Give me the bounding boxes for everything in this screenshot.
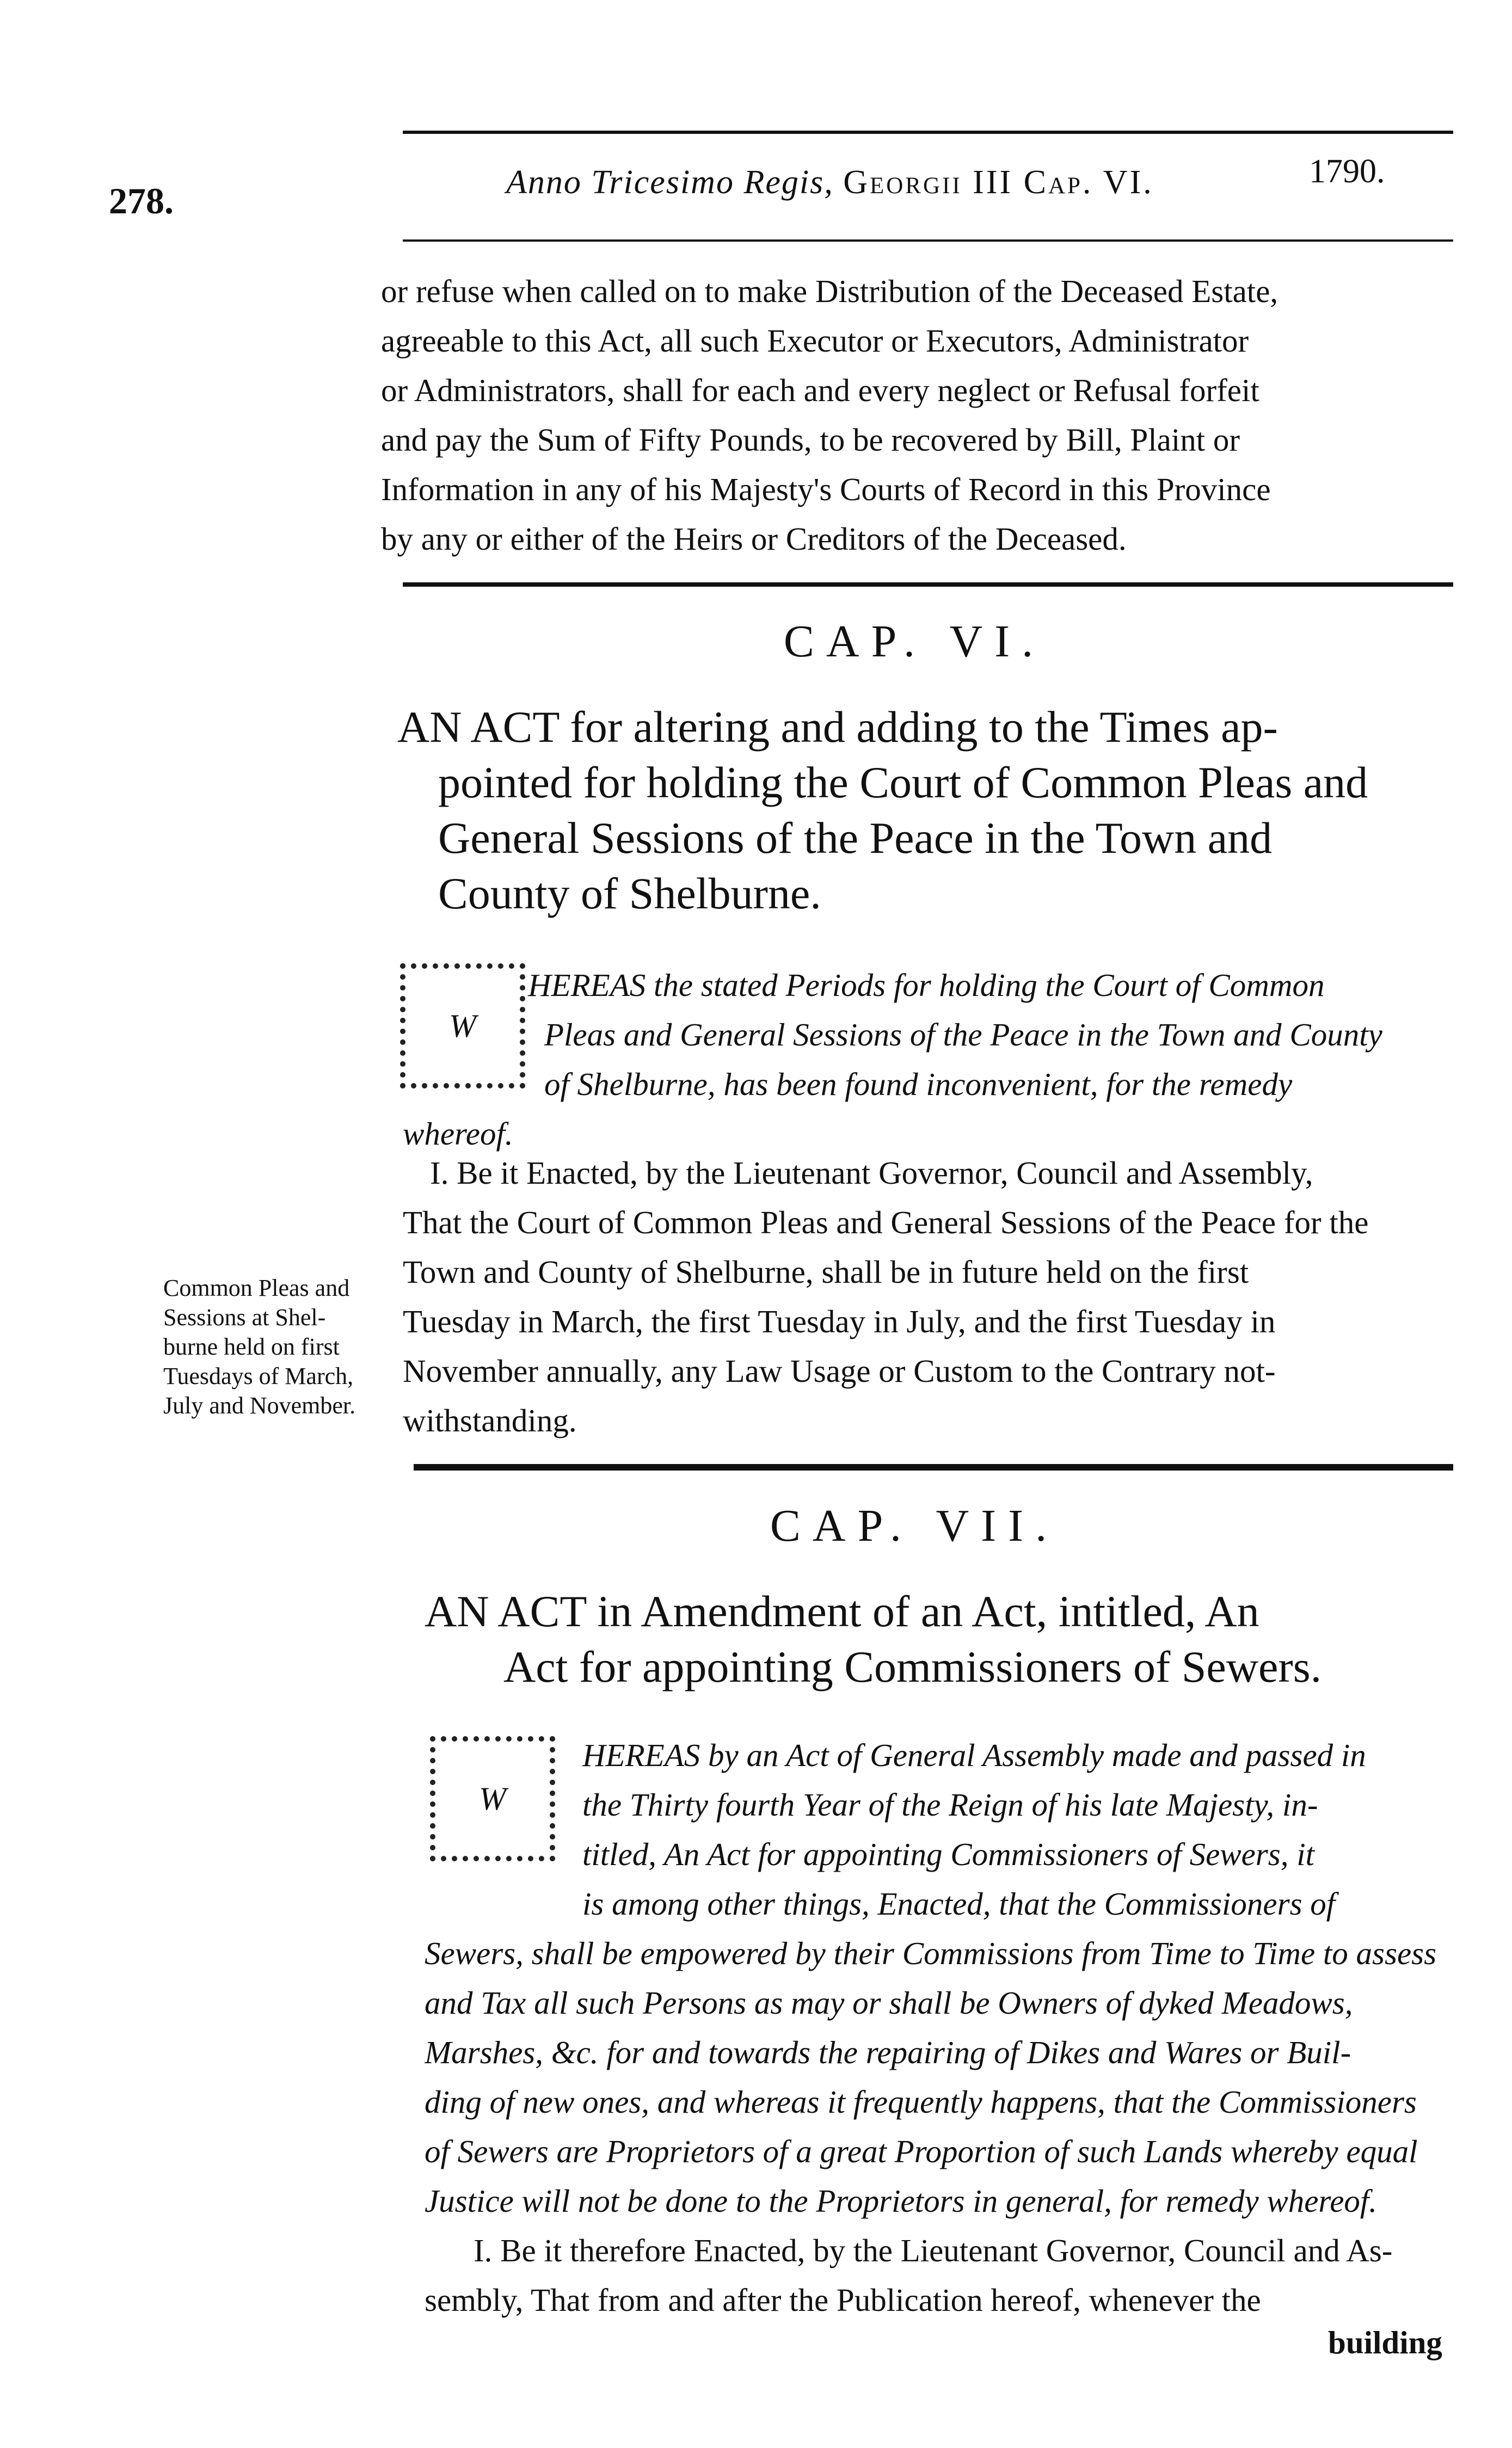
cap-6-title-line: County of Shelburne. bbox=[438, 869, 821, 918]
running-head bbox=[506, 163, 1154, 202]
page-number: 278. bbox=[109, 180, 174, 222]
cap-7-preamble-line: Justice will not be done to the Proprietors in general, for remedy whereof. bbox=[425, 2183, 1378, 2219]
running-head-regnal: Anno Tricesimo Regis, bbox=[506, 164, 834, 201]
cap-7-title-line: AN ACT in Amendment of an Act, intitled, An bbox=[425, 1586, 1259, 1636]
cap-6-margin-note bbox=[163, 1274, 392, 1420]
continuation-line: or refuse when called on to make Distribution of the Deceased Estate, bbox=[381, 273, 1279, 309]
cap-7-act-title bbox=[425, 1584, 1448, 1695]
margin-note-line: burne held on first bbox=[163, 1333, 340, 1360]
cap-7-heading: CAP. VII. bbox=[770, 1500, 1059, 1551]
cap-6-section-line: That the Court of Common Pleas and General Sessions of the Peace for the bbox=[403, 1204, 1369, 1240]
cap-7-preamble-line: Sewers, shall be empowered by their Commissions from Time to Time to assess bbox=[425, 1935, 1437, 1971]
cap-7-preamble-line: ding of new ones, and whereas it frequently happens, that the Commissioners bbox=[425, 2084, 1417, 2120]
cap-7-preamble-line: titled, An Act for appointing Commissioners of Sewers, it bbox=[582, 1836, 1315, 1872]
catchword: building bbox=[1328, 2324, 1442, 2360]
continuation-line: and pay the Sum of Fifty Pounds, to be recovered by Bill, Plaint or bbox=[381, 422, 1240, 458]
cap-7-section-line: sembly, That from and after the Publication hereof, whenever the bbox=[425, 2282, 1261, 2318]
continuation-line: Information in any of his Majesty's Courts of Record in this Province bbox=[381, 471, 1271, 507]
cap-6-act-title bbox=[397, 699, 1453, 921]
cap-6-preamble-line: whereof. bbox=[403, 1116, 513, 1152]
cap-6-preamble bbox=[403, 961, 1448, 1159]
page-year: 1790. bbox=[1309, 153, 1385, 190]
cap-6-section-line: withstanding. bbox=[403, 1403, 577, 1438]
header-bottom-rule bbox=[403, 239, 1453, 242]
cap-6-dropcap-letter: W bbox=[449, 1007, 476, 1044]
margin-note-line: Sessions at Shel- bbox=[163, 1304, 326, 1331]
cap-6-section-line: I. Be it Enacted, by the Lieutenant Governor, Council and Assembly, bbox=[430, 1155, 1313, 1191]
cap-7-preamble-line: HEREAS by an Act of General Assembly made and passed in bbox=[582, 1737, 1366, 1773]
cap-6-title-line: pointed for holding the Court of Common Pleas and bbox=[438, 758, 1368, 807]
cap-7-preamble-line: is among other things, Enacted, that the Commissioners of bbox=[582, 1886, 1336, 1922]
cap-6-section-line: November annually, any Law Usage or Custom to the Contrary not- bbox=[403, 1353, 1276, 1389]
cap-6-section-line: Town and County of Shelburne, shall be in future held on the first bbox=[403, 1254, 1249, 1290]
continuation-line: agreeable to this Act, all such Executor or Executors, Administrator bbox=[381, 323, 1249, 359]
cap-7-title-line: Act for appointing Commissioners of Sewers. bbox=[503, 1642, 1322, 1692]
cap-7-dropcap-letter: W bbox=[479, 1780, 506, 1817]
cap-7-preamble-line: Marshes, &c. for and towards the repairing of Dikes and Wares or Buil- bbox=[425, 2034, 1351, 2070]
margin-note-line: July and November. bbox=[163, 1392, 356, 1419]
cap-6-preamble-line: of Shelburne, has been found inconvenient, for the remedy bbox=[544, 1066, 1293, 1102]
continuation-line: by any or either of the Heirs or Creditors of the Deceased. bbox=[381, 521, 1127, 557]
cap-7-section-line: I. Be it therefore Enacted, by the Lieutenant Governor, Council and As- bbox=[474, 2232, 1393, 2268]
cap-6-title-line: General Sessions of the Peace in the Town and bbox=[438, 813, 1273, 863]
margin-note-line: Tuesdays of March, bbox=[163, 1363, 354, 1389]
section-divider-rule bbox=[414, 1464, 1453, 1471]
continuation-paragraph bbox=[381, 267, 1448, 564]
cap-6-heading: CAP. VI. bbox=[783, 616, 1046, 667]
section-divider-rule bbox=[403, 582, 1453, 587]
cap-7-preamble-line: the Thirty fourth Year of the Reign of his late Majesty, in- bbox=[582, 1787, 1318, 1823]
running-head-chapter: Georgii III Cap. VI. bbox=[843, 164, 1154, 201]
cap-6-title-line: AN ACT for altering and adding to the Times ap- bbox=[397, 702, 1278, 752]
cap-7-preamble-line: and Tax all such Persons as may or shall be Owners of dyked Meadows, bbox=[425, 1985, 1353, 2021]
continuation-line: or Administrators, shall for each and every neglect or Refusal forfeit bbox=[381, 372, 1259, 408]
cap-6-section-1 bbox=[403, 1148, 1448, 1446]
header-top-rule bbox=[403, 131, 1453, 134]
margin-note-line: Common Pleas and bbox=[163, 1275, 350, 1301]
cap-6-preamble-line: HEREAS the stated Periods for holding the Court of Common bbox=[528, 967, 1325, 1003]
cap-7-preamble bbox=[425, 1731, 1448, 2226]
cap-6-preamble-line: Pleas and General Sessions of the Peace in the Town and County bbox=[544, 1017, 1382, 1053]
cap-6-section-line: Tuesday in March, the first Tuesday in July, and the first Tuesday in bbox=[403, 1303, 1276, 1339]
cap-7-preamble-line: of Sewers are Proprietors of a great Proportion of such Lands whereby equal bbox=[425, 2133, 1418, 2169]
cap-7-section-1 bbox=[425, 2226, 1448, 2325]
